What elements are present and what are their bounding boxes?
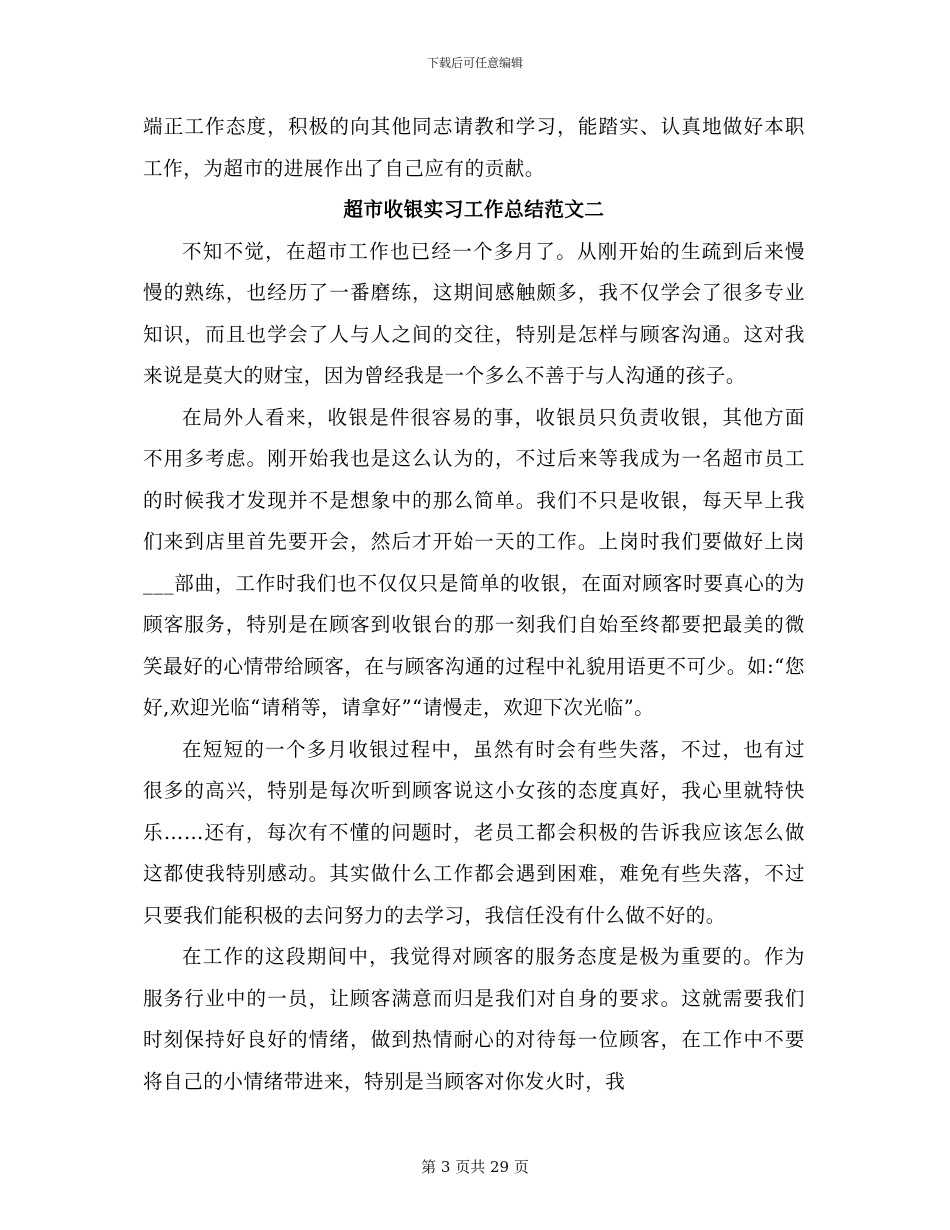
section-title: 超市收银实习工作总结范文二 [343,198,605,221]
page-number: 第 3 页共 29 页 [421,1158,529,1176]
paragraph: 不知不觉，在超市工作也已经一个多月了。从刚开始的生疏到后来慢慢的熟练，也经历了一番磨练，这期间感触颇多，我不仅学会了很多专业知识，而且也学会了人与人之间的交往，特别是怎样与顾客沟通。这对我来说是莫大的财宝，因为曾经我是一个多么不善于与人沟通的孩子。 [143,239,805,387]
paragraph: 在工作的这段期间中，我觉得对顾客的服务态度是极为重要的。作为服务行业中的一员，让顾客满意而归是我们对自身的要求。这就需要我们时刻保持好良好的情绪，做到热情耐心的对待每一位顾客，在工作中不要将自己的小情绪带进来，特别是当顾客对你发火时，我 [143,945,805,1093]
paragraph: 在短短的一个多月收银过程中，虽然有时会有些失落，不过，也有过很多的高兴，特别是每次听到顾客说这小女孩的态度真好，我心里就特快乐……还有，每次有不懂的问题时，老员工都会积极的告诉我应该怎么做这都使我特别感动。其实做什么工作都会遇到困难，难免有些失落，不过只要我们能积极的去问努力的去学习，我信任没有什么做不好的。 [143,737,805,927]
paragraph: 在局外人看来，收银是件很容易的事，收银员只负责收银，其他方面不用多考虑。刚开始我也是这么认为的，不过后来等我成为一名超市员工的时候我才发现并不是想象中的那么简单。我们不只是收银，每天早上我们来到店里首先要开会，然后才开始一天的工作。上岗时我们要做好上岗___部曲，工作时我们也不仅仅只是简单的收银，在面对顾客时要真心的为顾客服务，特别是在顾客到收银台的那一刻我们自始至终都要把最美的微笑最好的心情带给顾客，在与顾客沟通的过程中礼貌用语更不可少。如:“您好,欢迎光临“请稍等，请拿好”“请慢走，欢迎下次光临”。 [143,405,805,719]
paragraph-continued: 端正工作态度，积极的向其他同志请教和学习，能踏实、认真地做好本职工作，为超市的进展作出了自己应有的贡献。 [143,115,805,180]
page-header: 下载后可任意编辑 [426,56,523,70]
page-body [143,106,805,1102]
